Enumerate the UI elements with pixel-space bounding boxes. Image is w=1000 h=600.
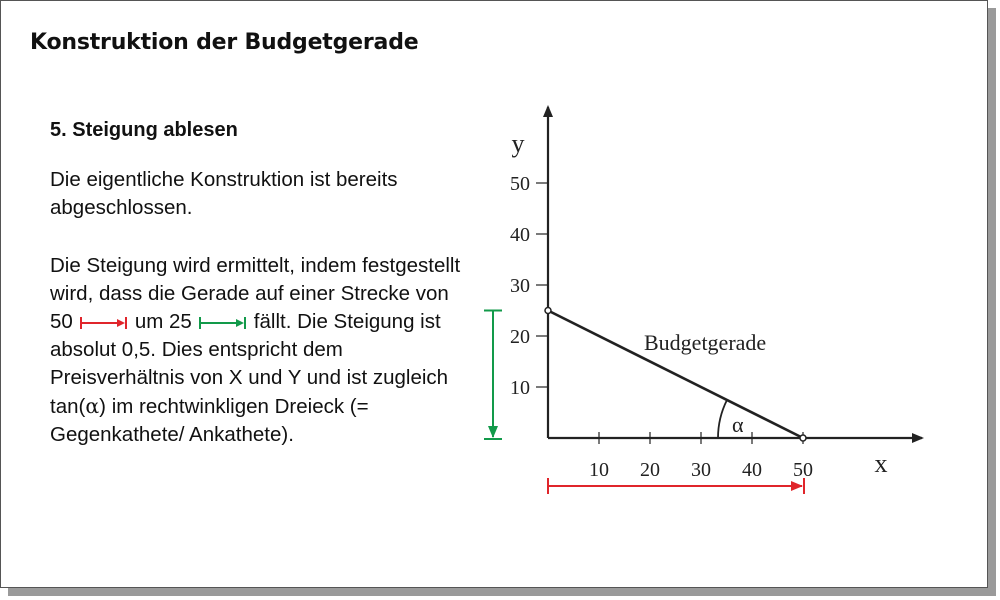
y-tick-label: 10 [510, 377, 530, 399]
x-tick-label: 40 [742, 459, 762, 481]
x-tick-label: 20 [640, 459, 660, 481]
y-ticks [510, 173, 548, 399]
subheading: 5. Steigung ablesen [50, 119, 238, 141]
x-ticks [589, 432, 813, 481]
y-axis-label: y [511, 129, 525, 158]
x-intercept-point [800, 435, 806, 441]
explanation-part-1: Die Steigung wird ermittelt, indem festgestellt wird, dass die Gerade auf einer Strecke von 50 [50, 254, 461, 333]
alpha-symbol: α [85, 394, 100, 418]
y-intercept-point [545, 308, 551, 314]
explanation-part-4: ) im rechtwinkligen Dreieck (= Gegenkathete/ Ankathete). [50, 395, 369, 446]
y-tick-label: 30 [510, 275, 530, 297]
slide-title: Konstruktion der Budgetgerade [30, 30, 419, 55]
y-tick-label: 40 [510, 224, 530, 246]
x-tick-label: 30 [691, 459, 711, 481]
x-axis-label: x [874, 449, 888, 478]
x-tick-label: 10 [589, 459, 609, 481]
angle-label: α [732, 412, 744, 437]
y-tick-label: 20 [510, 326, 530, 348]
explanation-part-2: um 25 [134, 310, 192, 333]
angle-arc [718, 400, 727, 438]
paragraph-intro: Die eigentliche Konstruktion ist bereits abgeschlossen. [50, 168, 398, 219]
explanation-part-3: fällt. Die Steigung ist absolut 0,5. Dies entspricht dem Preisverhältnis von X und Y und ist zugleich tan( [50, 310, 449, 418]
x-tick-label: 50 [793, 459, 813, 481]
budget-line-label: Budgetgerade [644, 330, 767, 355]
y-tick-label: 50 [510, 173, 530, 195]
